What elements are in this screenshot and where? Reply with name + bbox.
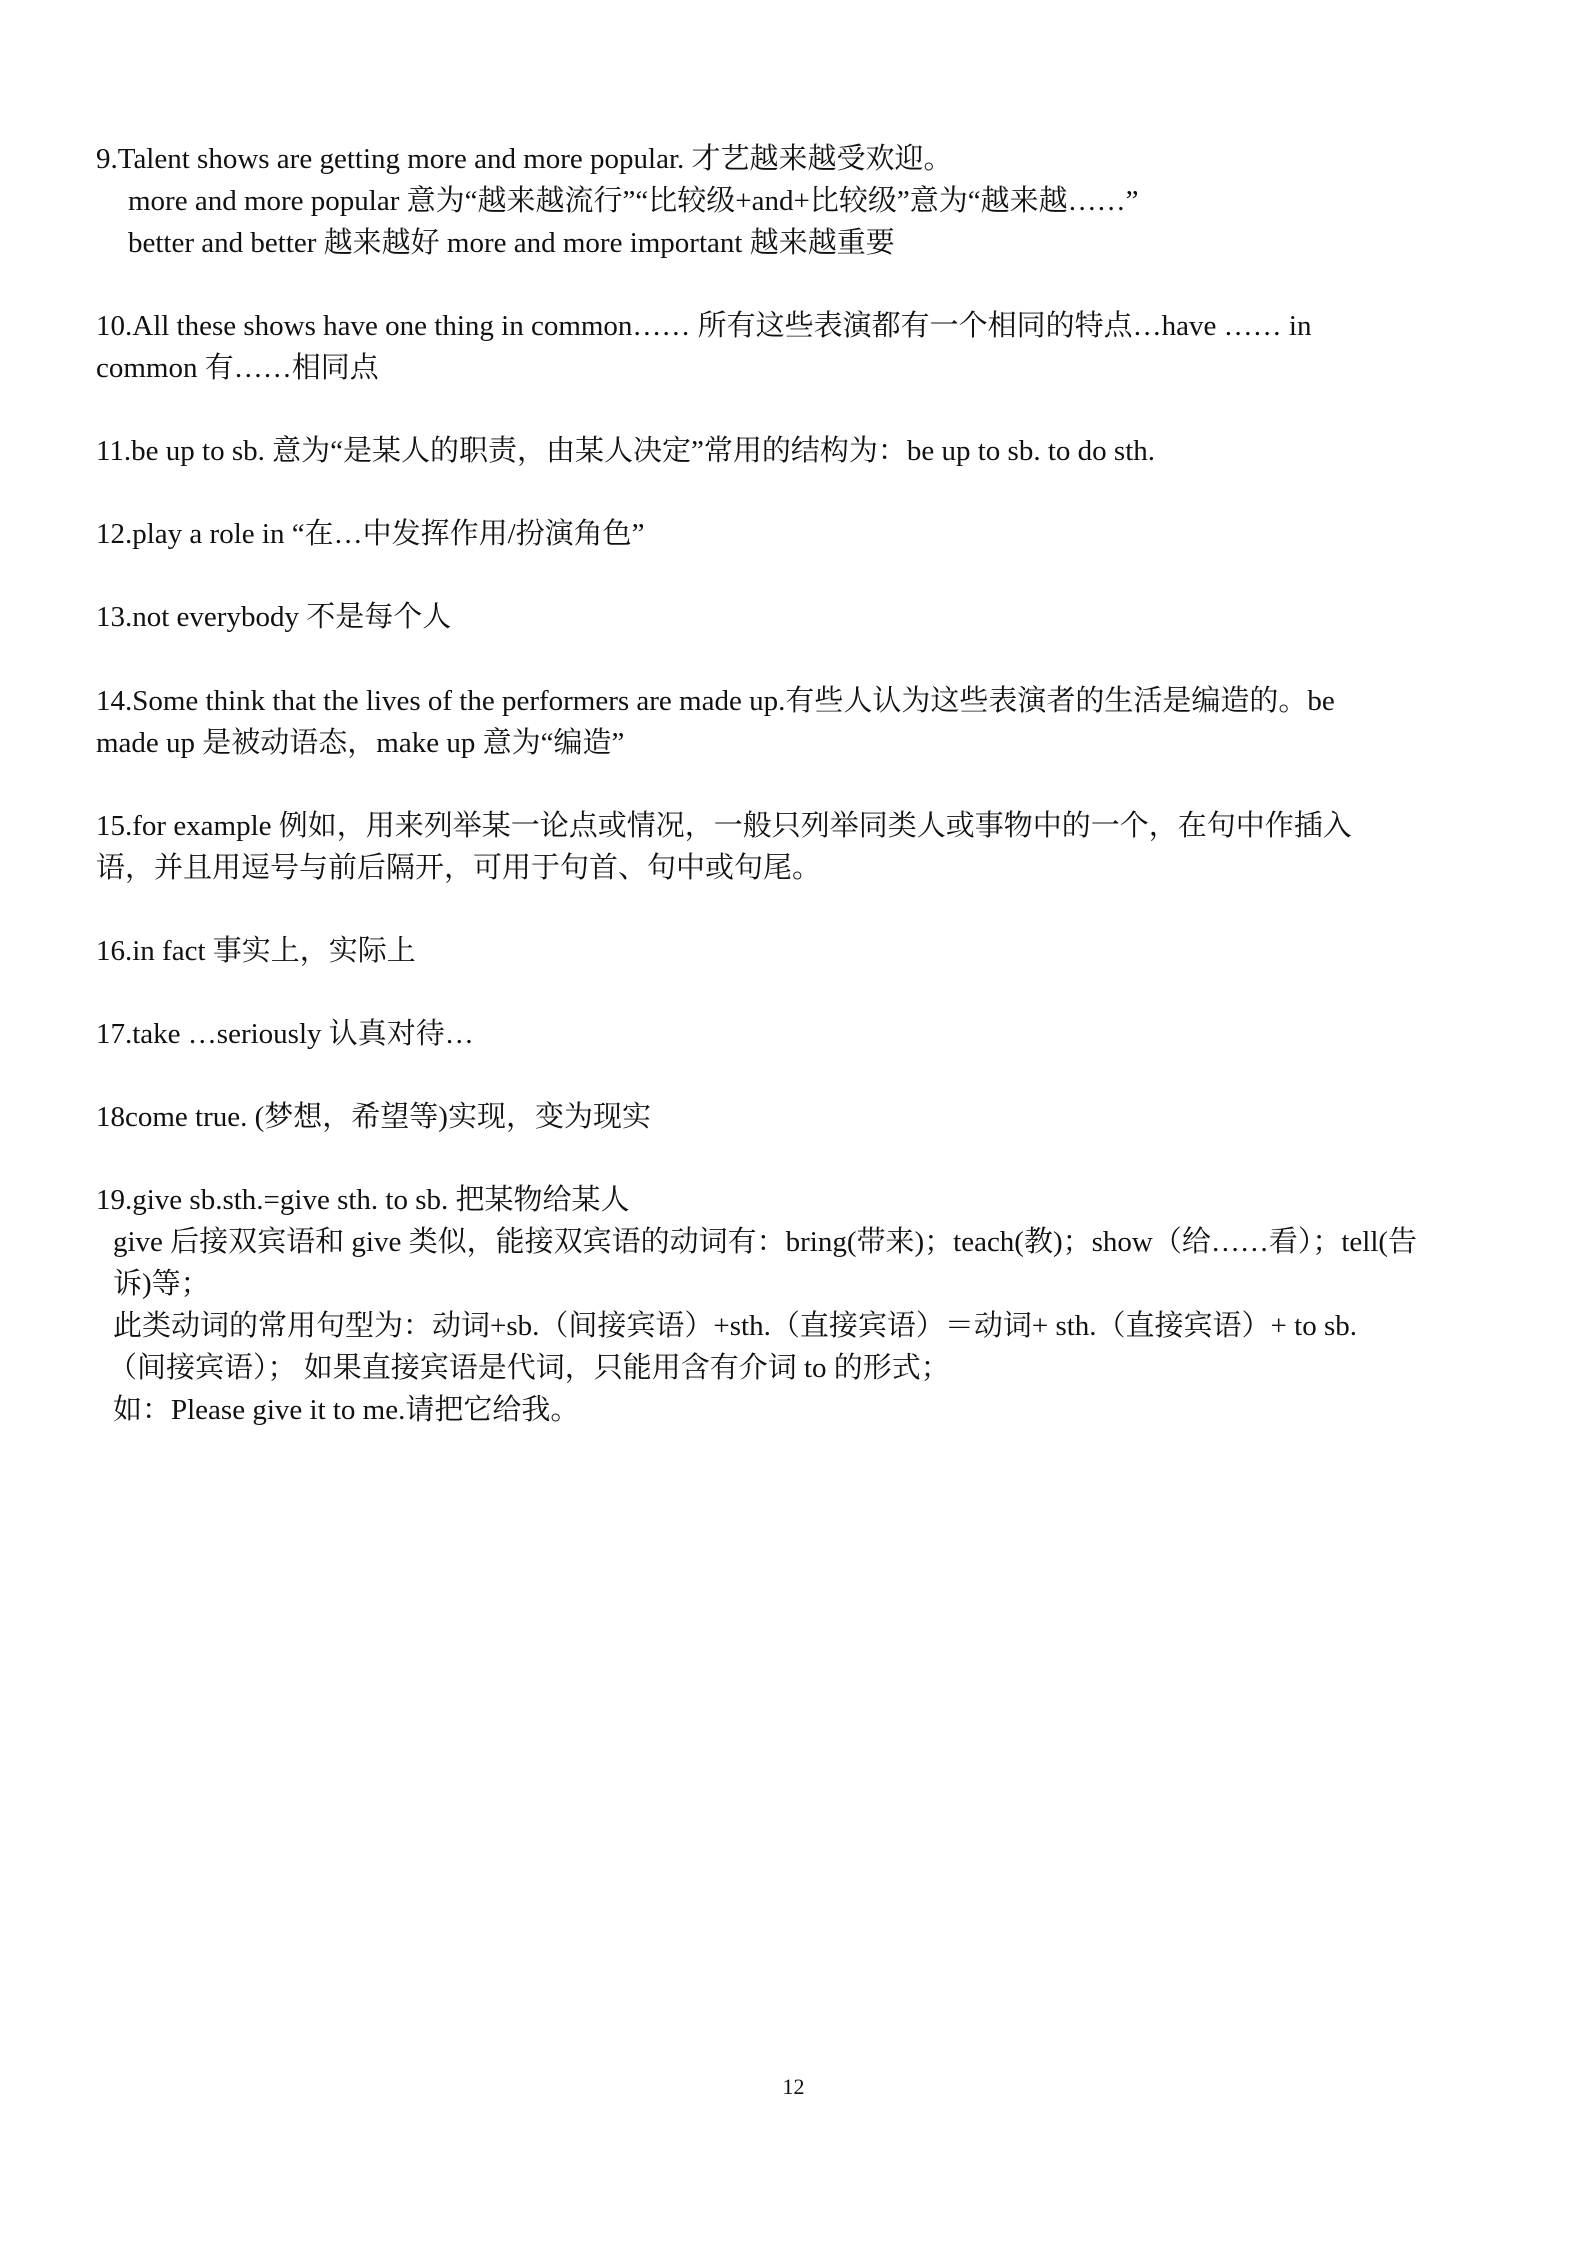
note-14-continuation: made up 是被动语态，make up 意为“编造” [96,727,625,759]
note-15-title: 15.for example 例如，用来列举某一论点或情况，一般只列举同类人或事物中的一个，在句中作插入 [96,810,1352,842]
note-19-pattern: 此类动词的常用句型为：动词+sb.（间接宾语）+sth.（直接宾语）＝动词+ sth.（直接宾语）+ to sb. [113,1310,1357,1342]
note-11: 11.be up to sb. 意为“是某人的职责，由某人决定”常用的结构为：be up to sb. to do sth. [96,435,1155,467]
note-19-verbs-continuation: 诉)等； [113,1268,210,1300]
note-18: 18come true. (梦想，希望等)实现，变为现实 [96,1101,651,1133]
note-9-title: 9.Talent shows are getting more and more popular. 才艺越来越受欢迎。 [96,143,953,175]
note-13: 13.not everybody 不是每个人 [96,601,452,633]
note-19-title: 19.give sb.sth.=give sth. to sb. 把某物给某人 [96,1184,630,1216]
note-19-pattern-continuation: （间接宾语）； 如果直接宾语是代词，只能用含有介词 to 的形式； [108,1352,950,1384]
note-10-title: 10.All these shows have one thing in common…… 所有这些表演都有一个相同的特点…have …… in [96,310,1312,342]
note-9-explanation: more and more popular 意为“越来越流行”“比较级+and+比较级”意为“越来越……” [128,185,1139,217]
page-number: 12 [782,2074,805,2099]
note-16: 16.in fact 事实上，实际上 [96,935,416,967]
note-19-example: 如：Please give it to me.请把它给我。 [113,1394,580,1426]
note-15-continuation: 语，并且用逗号与前后隔开，可用于句首、句中或句尾。 [96,852,822,884]
note-12: 12.play a role in “在…中发挥作用/扮演角色” [96,518,645,550]
note-19-verbs: give 后接双宾语和 give 类似，能接双宾语的动词有：bring(带来)；teach(教)；show（给……看）；tell(告 [113,1226,1418,1258]
note-9-examples: better and better 越来越好 more and more important 越来越重要 [128,227,895,259]
note-14-title: 14.Some think that the lives of the performers are made up.有些人认为这些表演者的生活是编造的。be [96,685,1335,717]
note-17: 17.take …seriously 认真对待… [96,1018,474,1050]
note-10-continuation: common 有……相同点 [96,352,379,384]
